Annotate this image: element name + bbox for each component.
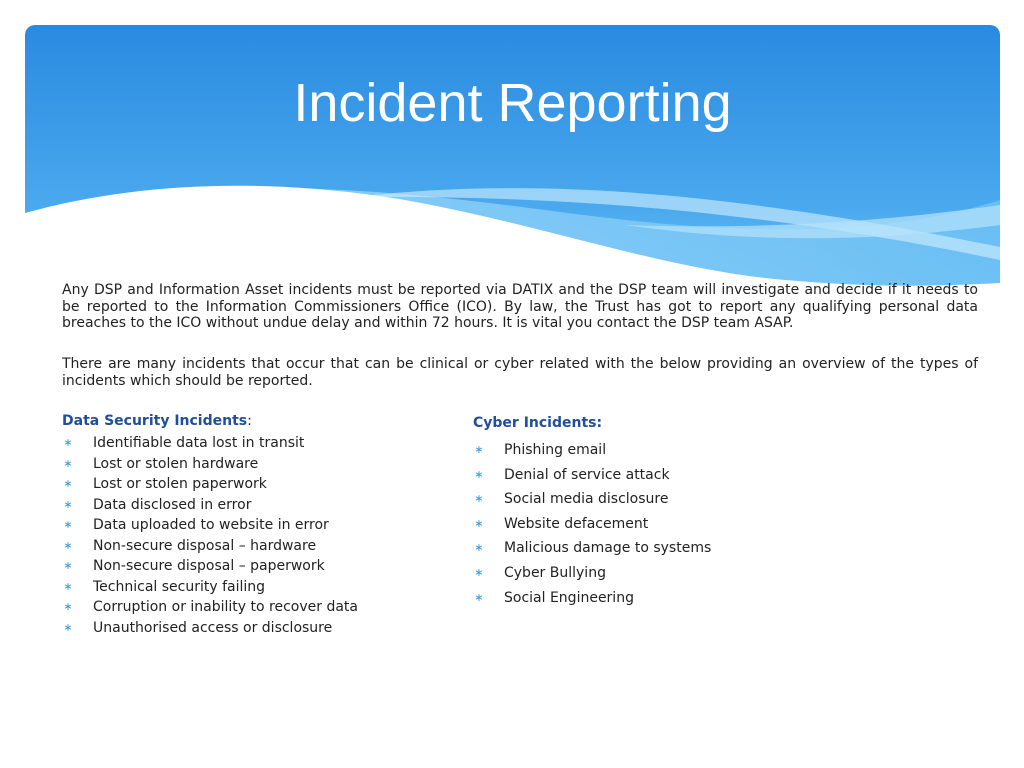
list-item-label: Identifiable data lost in transit	[93, 435, 305, 451]
list-item-label: Lost or stolen hardware	[93, 455, 259, 472]
list-item	[62, 577, 358, 598]
list-item	[62, 536, 358, 557]
data-security-heading	[62, 413, 252, 429]
asterisk-bullet-icon: ∗	[63, 559, 73, 572]
asterisk-bullet-icon: ∗	[63, 620, 73, 634]
list-item-label: Data disclosed in error	[93, 496, 252, 513]
list-item-label: Corruption or inability to recover data	[93, 599, 358, 615]
list-item-label: Technical security failing	[93, 578, 266, 595]
data-security-list	[62, 433, 358, 638]
list-item	[62, 495, 358, 516]
overview-paragraph: There are many incidents that occur that can be clinical or cyber related with the below providing an overview of the types of incidents which should be reported.	[62, 356, 978, 389]
list-item	[473, 561, 711, 586]
asterisk-bullet-icon: ∗	[474, 443, 484, 456]
title-banner	[25, 25, 1000, 287]
wave-banner-graphic	[25, 25, 1000, 287]
list-item	[62, 454, 358, 475]
intro-paragraph: Any DSP and Information Asset incidents must be reported via DATIX and the DSP team will investigate and decide if it needs to be reported to the Information Commissioners Office (ICO). By law, the Trust has got to report any qualifying personal data breaches to the ICO without undue delay and within 72 hours. It is vital you contact the DSP team ASAP.	[62, 282, 978, 332]
list-item-label: Social media disclosure	[504, 491, 669, 508]
list-item-label: Denial of service attack	[504, 466, 670, 483]
list-item-label: Non-secure disposal – hardware	[93, 537, 317, 554]
list-item-label: Unauthorised access or disclosure	[93, 619, 333, 636]
list-item	[62, 556, 358, 577]
asterisk-bullet-icon: ∗	[474, 541, 484, 555]
asterisk-bullet-icon: ∗	[63, 497, 73, 511]
data-security-heading-colon: :	[247, 413, 252, 429]
list-item-label: Cyber Bullying	[504, 564, 606, 581]
asterisk-bullet-icon: ∗	[63, 477, 73, 490]
list-item	[62, 474, 358, 495]
slide-title: Incident Reporting	[293, 73, 732, 133]
list-item-label: Website defacement	[504, 515, 649, 532]
list-item-label: Lost or stolen paperwork	[93, 476, 267, 492]
list-item	[62, 618, 358, 639]
list-item	[473, 487, 711, 512]
asterisk-bullet-icon: ∗	[63, 456, 73, 470]
list-item-label: Phishing email	[504, 442, 607, 458]
asterisk-bullet-icon: ∗	[63, 436, 73, 449]
list-item	[62, 597, 358, 618]
list-item	[473, 586, 711, 611]
list-item-label: Malicious damage to systems	[504, 540, 712, 557]
asterisk-bullet-icon: ∗	[63, 579, 73, 593]
asterisk-bullet-icon: ∗	[474, 565, 484, 579]
asterisk-bullet-icon: ∗	[474, 516, 484, 530]
cyber-incidents-list	[473, 438, 711, 610]
asterisk-bullet-icon: ∗	[474, 492, 484, 506]
asterisk-bullet-icon: ∗	[63, 518, 73, 531]
cyber-incidents-heading: Cyber Incidents:	[473, 415, 603, 431]
asterisk-bullet-icon: ∗	[63, 600, 73, 613]
list-item-label: Non-secure disposal – paperwork	[93, 558, 325, 574]
asterisk-bullet-icon: ∗	[474, 590, 484, 604]
list-item-label: Social Engineering	[504, 589, 634, 606]
asterisk-bullet-icon: ∗	[63, 538, 73, 552]
list-item	[473, 463, 711, 488]
list-item-label: Data uploaded to website in error	[93, 517, 329, 533]
data-security-heading-label: Data Security Incidents	[62, 413, 248, 429]
list-item	[473, 536, 711, 561]
list-item	[62, 433, 358, 454]
list-item	[473, 438, 711, 463]
list-item	[473, 512, 711, 537]
list-item	[62, 515, 358, 536]
asterisk-bullet-icon: ∗	[474, 467, 484, 481]
